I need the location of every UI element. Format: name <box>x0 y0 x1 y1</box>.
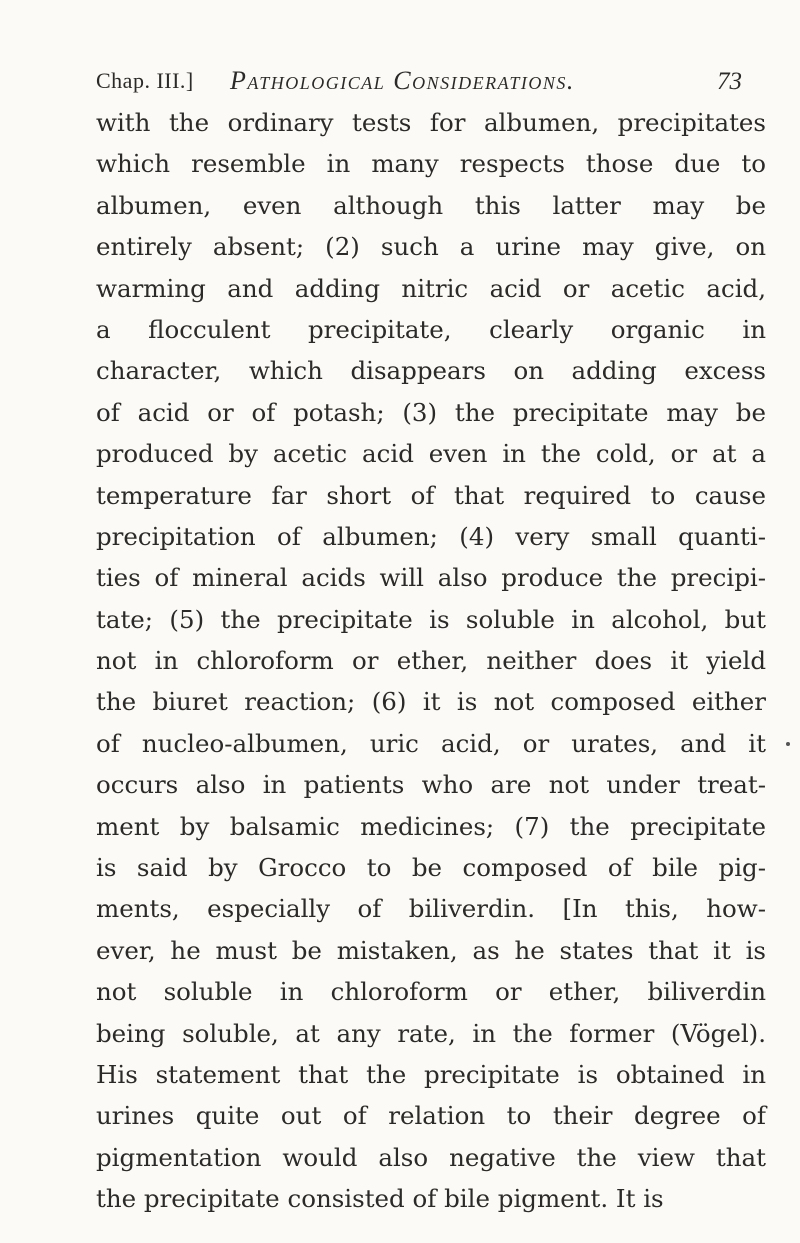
text-line: character, which disappears on adding excess <box>96 356 766 386</box>
running-title: Pathological Considerations. <box>230 66 575 95</box>
text-line: urines quite out of relation to their degree of <box>96 1101 766 1131</box>
text-line: is said by Grocco to be composed of bile pig- <box>96 853 766 883</box>
text-line: of nucleo-albumen, uric acid, or urates, and it <box>96 728 766 758</box>
text-line: the biuret reaction; (6) it is not composed either <box>96 687 766 717</box>
text-line: His statement that the precipitate is obtained in <box>96 1059 766 1089</box>
text-line: which resemble in many respects those due to <box>96 149 766 179</box>
text-line: ties of mineral acids will also produce the precipi- <box>96 563 766 593</box>
text-line: the precipitate consisted of bile pigment. It is <box>96 1184 664 1214</box>
page-number: 73 <box>717 68 742 95</box>
text-line: precipitation of albumen; (4) very small quanti- <box>96 521 766 551</box>
text-line: with the ordinary tests for albumen, precipitates <box>96 108 766 137</box>
running-header <box>96 66 776 106</box>
text-line: not soluble in chloroform or ether, biliverdin <box>96 977 766 1007</box>
text-line: entirely absent; (2) such a urine may give, on <box>96 232 766 262</box>
text-line: tate; (5) the precipitate is soluble in alcohol, but <box>96 604 766 634</box>
text-line: pigmentation would also negative the view that <box>96 1142 766 1172</box>
body-text <box>96 102 766 1220</box>
text-line: a flocculent precipitate, clearly organic in <box>96 314 766 344</box>
text-line: occurs also in patients who are not under treat- <box>96 770 766 800</box>
text-line: warming and adding nitric acid or acetic acid, <box>96 273 766 303</box>
text-line: not in chloroform or ether, neither does it yield <box>96 646 766 676</box>
text-line: ment by balsamic medicines; (7) the precipitate <box>96 811 766 841</box>
margin-mark <box>786 742 790 746</box>
chapter-label: Chap. III.] <box>96 68 194 93</box>
text-line: being soluble, at any rate, in the former (Vögel). <box>96 1018 766 1048</box>
text-line: of acid or of potash; (3) the precipitate may be <box>96 397 766 427</box>
text-line: ever, he must be mistaken, as he states that it is <box>96 935 766 965</box>
text-line: ments, especially of biliverdin. [In this, how- <box>96 894 766 924</box>
text-line: temperature far short of that required to cause <box>96 480 766 510</box>
text-line: produced by acetic acid even in the cold, or at a <box>96 439 766 469</box>
text-line: albumen, even although this latter may be <box>96 190 766 220</box>
